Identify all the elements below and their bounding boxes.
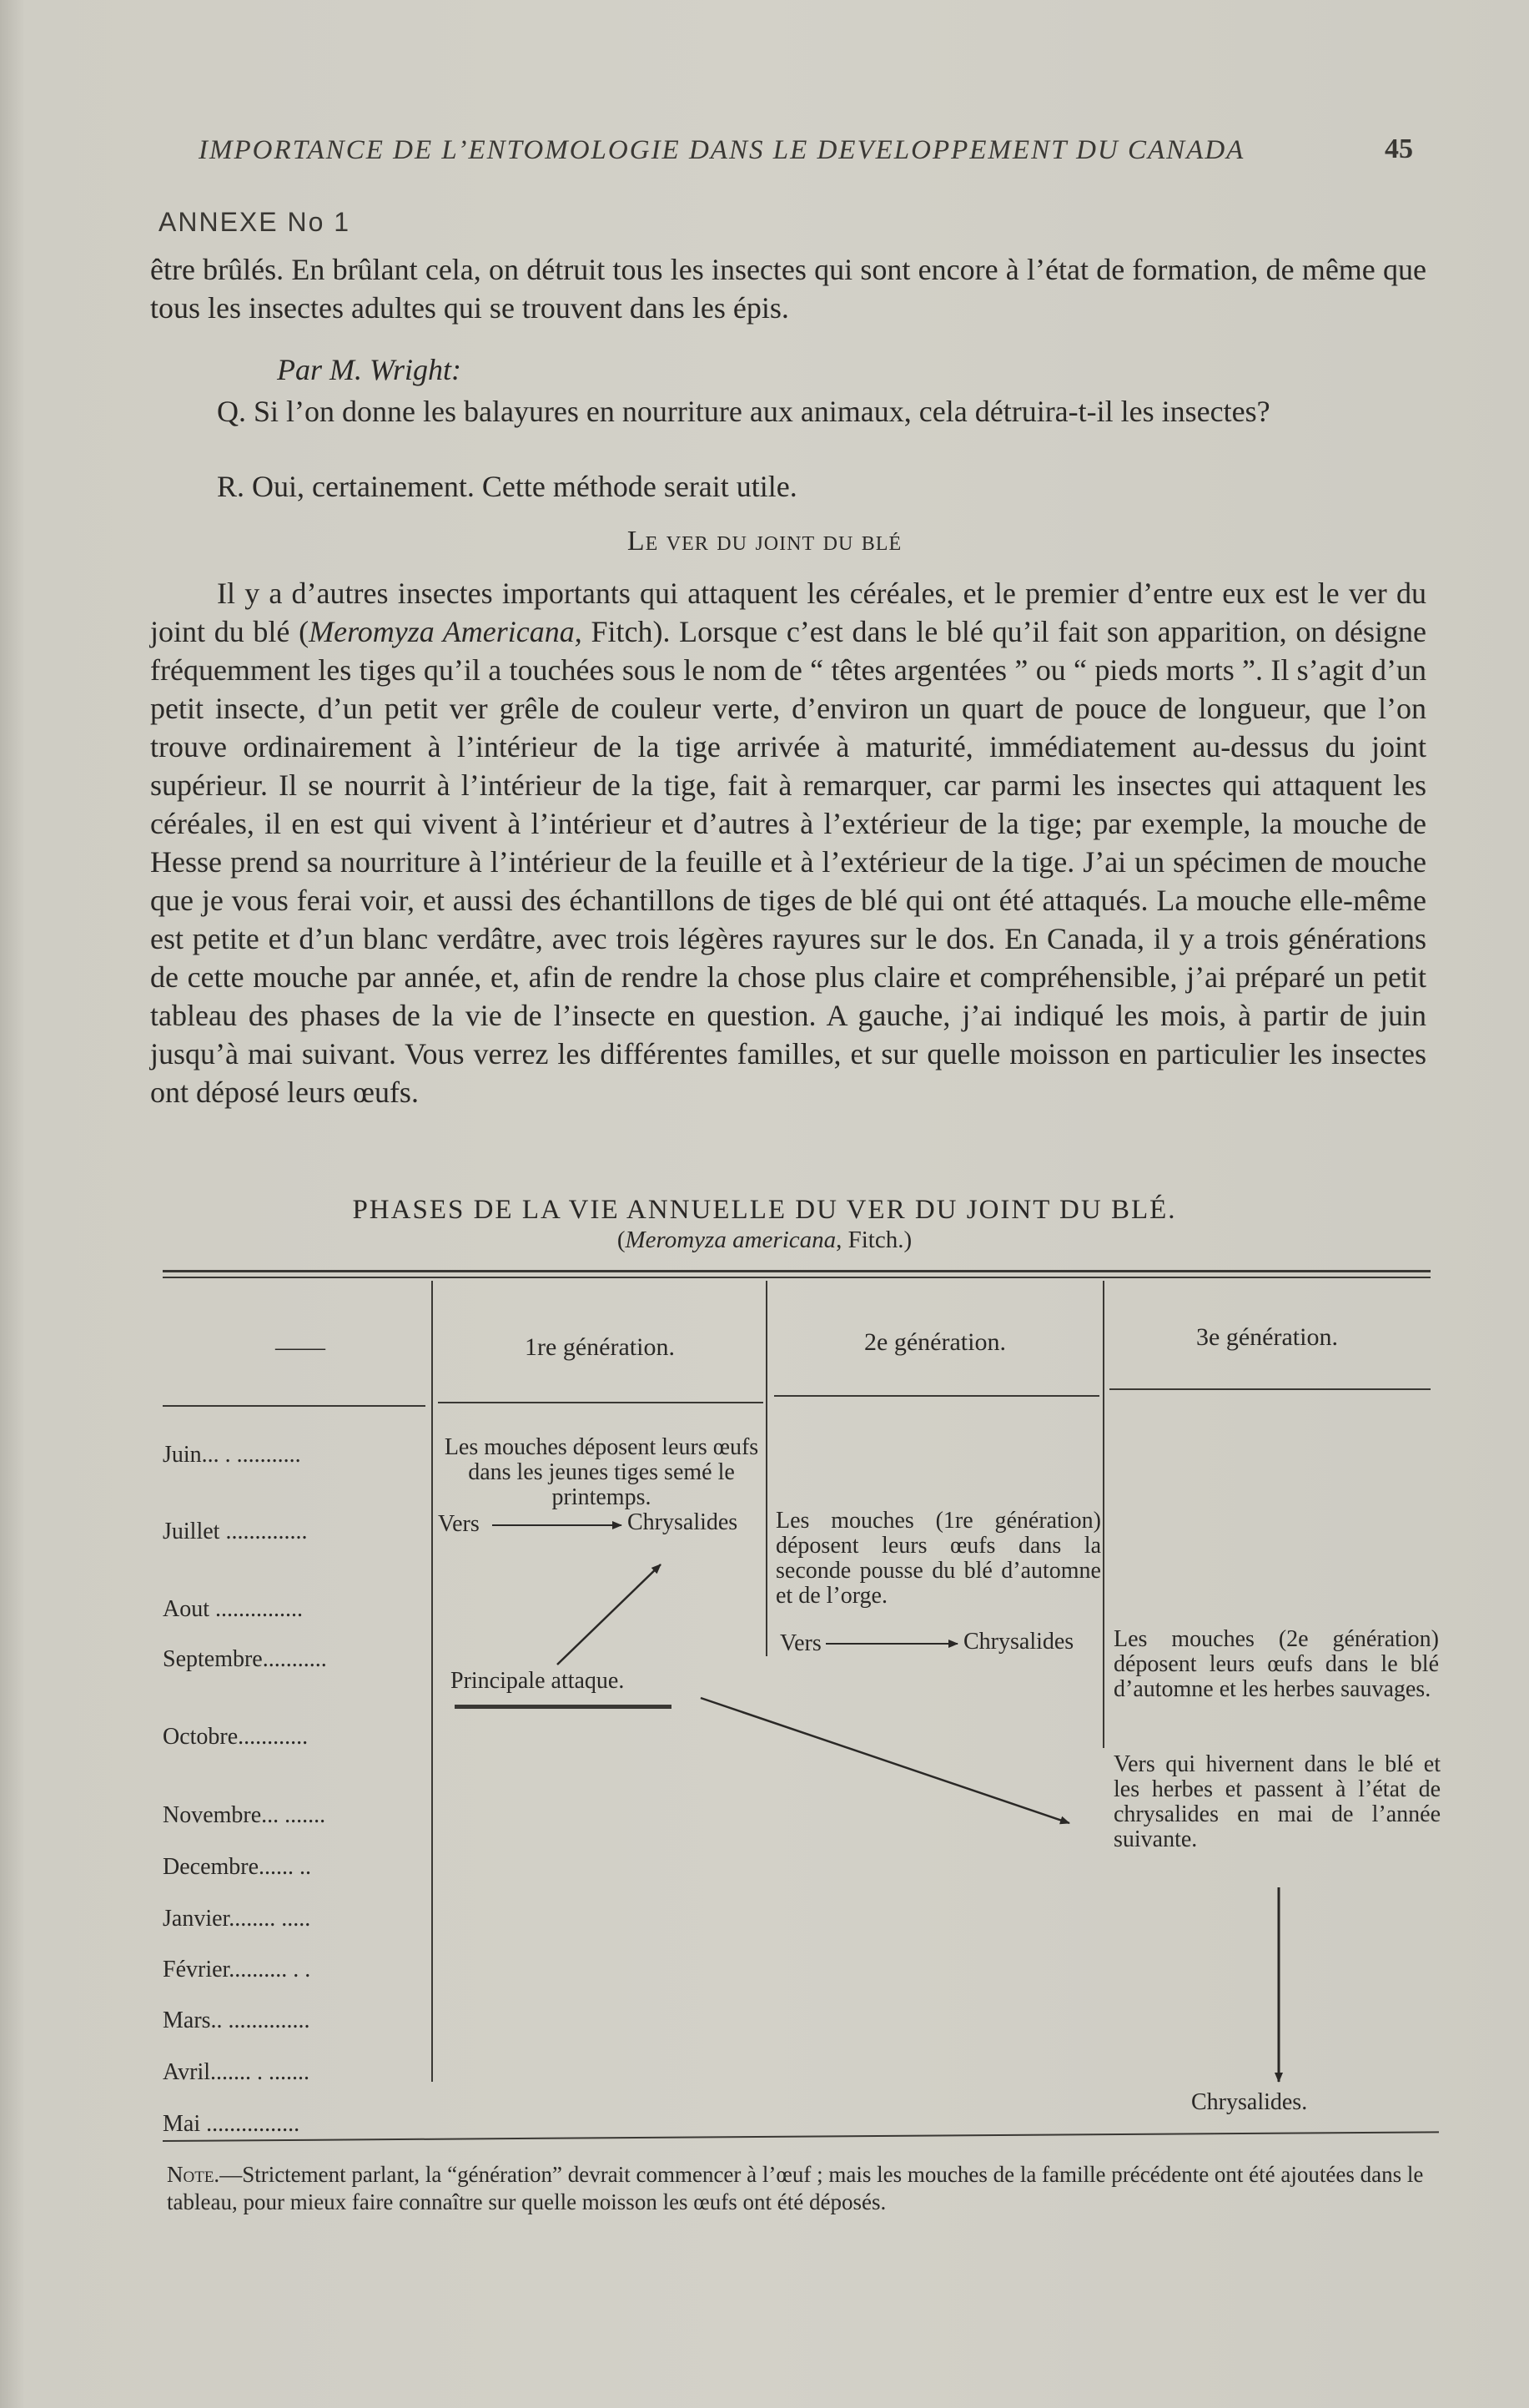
annexe-label: ANNEXE No 1 [158, 207, 351, 237]
attack-diagonal-arrow [557, 1564, 661, 1665]
header-gen2: 2e génération. [864, 1328, 1006, 1356]
gen1-flies-text: Les mouches déposent leurs œufs dans les jeunes tiges semé le printemps. [444, 1434, 759, 1510]
table-title: PHASES DE LA VIE ANNUELLE DU VER DU JOINT DU BLÉ. [352, 1195, 1177, 1225]
question-text: Q. Si l’on donne les balayures en nourriture aux animaux, cela détruira-t-il les insectes? [217, 395, 1270, 428]
gen2-chrysalides: Chrysalides [963, 1629, 1074, 1655]
paragraph-continuation: être brûlés. En brûlant cela, on détruit tous les insectes qui sont encore à l’état de formation, de même que tous les insectes adultes qui se trouvent dans les épis. [150, 253, 1426, 325]
subtitle-species: Meromyza americana [625, 1227, 837, 1253]
gen2-vers: Vers [780, 1630, 822, 1656]
gen3-overwinter-text: Vers qui hivernent dans le blé et les herbes et passent à l’état de chrysalides en mai de l’année suivante. [1114, 1751, 1441, 1852]
footnote-text: —Strictement parlant, la “génération” devrait commencer à l’œuf ; mais les mouches de la famille précédente ont été ajoutées dans le tableau, pour mieux faire connaître sur quelle moisson les œufs ont été déposés. [167, 2162, 1424, 2214]
paragraph-text-start: Il y a d’autres insectes importants qui attaquent les céréales, et le premier d’entre eux est le ver du joint du blé ( [150, 577, 1426, 648]
gen1-vers: Vers [438, 1511, 480, 1537]
subtitle-open: ( [616, 1227, 626, 1253]
speaker-label: Par M. Wright: [277, 353, 461, 386]
running-head: IMPORTANCE DE L’ENTOMOLOGIE DANS LE DEVELOPPEMENT DU CANADA [199, 135, 1245, 165]
page-number: 45 [1385, 133, 1413, 164]
subtitle-rest: , Fitch. [836, 1227, 904, 1253]
month-juillet: Juillet .............. [163, 1519, 308, 1544]
month-juin: Juin... . ........... [163, 1442, 301, 1468]
gen1-principal-attack: Principale attaque. [450, 1668, 625, 1694]
month-mars: Mars.. .............. [163, 2008, 310, 2033]
gen3-flies-text: Les mouches (2e génération) déposent leurs œufs dans le blé d’automne et les herbes sauvages. [1114, 1626, 1439, 1702]
month-decembre: Decembre...... .. [163, 1854, 312, 1880]
paragraph-text-rest: Fitch). Lorsque c’est dans le blé qu’il fait son apparition, on désigne fréquemment les tiges qu’il a touchées sous le nom de “ têtes argentées ” ou “ pieds morts ”. Il s’agit d’un petit insecte, d’un petit ver grêle de couleur verte, d’environ un quart de pouce de longueur, que l’on trouve ordinairement à l’intérieur de la tige arrivée à maturité, immédiatement au-dessus du joint supérieur. Il se nourrit à l’intérieur de la tige, fait à remarquer, car parmi les insectes qui attaquent les céréales, il en est qui vivent à l’intérieur et d’autres à l’extérieur de la tige; par exemple, la mouche de Hesse prend sa nourriture à l’intérieur de la feuille et à l’extérieur de la tige. J’ai un spécimen de mouche que je vous ferai voir, et aussi des échantillons de tiges de blé qui ont été attaqués. La mouche elle-même est petite et d’un blanc verdâtre, avec trois légères rayures sur le dos. En Canada, il y a trois générations de cette mouche par année, et, afin de rendre la chose plus claire et compréhensible, j’ai préparé un petit tableau des phases de la vie de l’insecte en question. A gauche, j’ai indiqué les mois, à partir de juin jusqu’à mai suivant. Vous verrez les différentes familles, et sur quelle moisson en particulier les insectes ont déposé leurs œufs. [150, 615, 1426, 1109]
month-avril: Avril....... . ....... [163, 2059, 310, 2085]
header-gen3: 3e génération. [1196, 1323, 1338, 1351]
month-aout: Aout ............... [163, 1596, 303, 1622]
gen3-chrysalides: Chrysalides. [1191, 2089, 1308, 2115]
attack-to-overwinter-arrow [701, 1698, 1069, 1823]
footnote-lead: Note. [167, 2162, 220, 2187]
gen2-flies-text: Les mouches (1re génération) déposent leurs œufs dans la seconde pousse du blé d’automne et de l’orge. [776, 1508, 1101, 1609]
section-title: Le ver du joint du blé [626, 526, 903, 557]
gen1-chrysalides: Chrysalides [627, 1509, 738, 1535]
month-novembre: Novembre... ....... [163, 1802, 326, 1828]
month-octobre: Octobre............ [163, 1724, 309, 1750]
month-fevrier: Février.......... . . [163, 1957, 311, 1982]
corner-dash: —— [275, 1333, 325, 1361]
month-septembre: Septembre........... [163, 1646, 327, 1672]
month-janvier: Janvier........ ..... [163, 1906, 311, 1932]
footnote [167, 2161, 1443, 2216]
subtitle-close: ) [903, 1227, 913, 1253]
species-name: Meromyza Americana, [309, 615, 582, 648]
answer-text: R. Oui, certainement. Cette méthode serait utile. [217, 470, 797, 503]
header-gen1: 1re génération. [525, 1333, 675, 1361]
month-mai: Mai ................ [163, 2111, 300, 2137]
